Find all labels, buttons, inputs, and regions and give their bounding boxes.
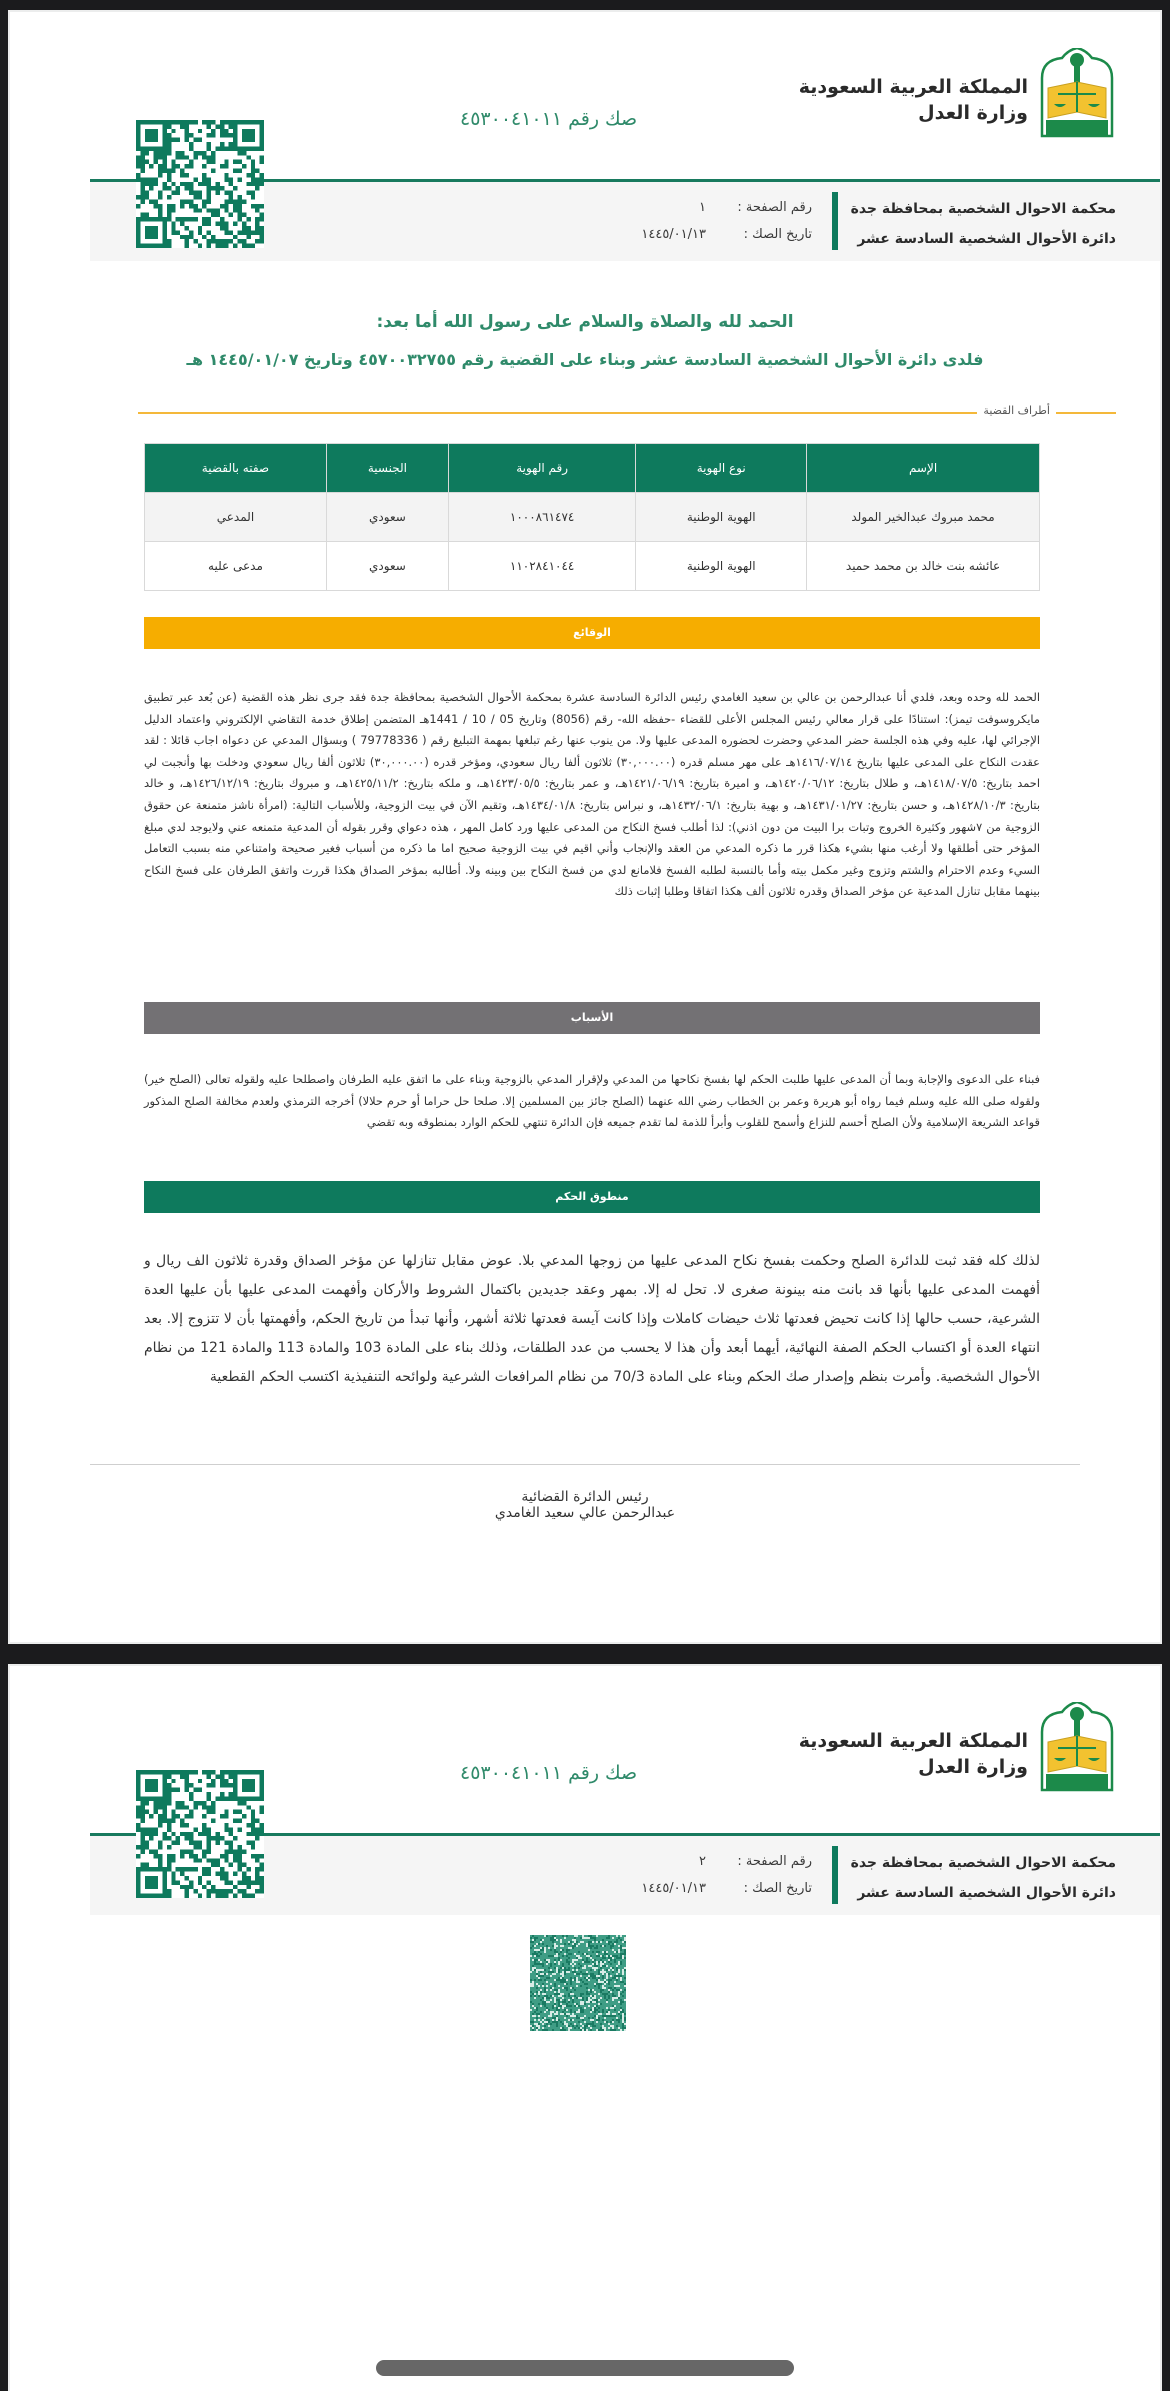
table-row (145, 542, 1040, 591)
signature-block (10, 1489, 1160, 1521)
court-name: محكمة الاحوال الشخصية بمحافظة جدة (850, 1855, 1116, 1871)
party-role: المدعي (145, 493, 327, 542)
column-header-role: صفته بالقضية (145, 444, 327, 493)
ministry-name: وزارة العدل (918, 102, 1028, 124)
ministry-of-justice-logo (1038, 48, 1116, 138)
party-id-number: ١١٠٢٨٤١٠٤٤ (448, 542, 635, 591)
party-name: عائشه بنت خالد بن محمد حميد (807, 542, 1040, 591)
reasons-section-header: الأسباب (144, 1002, 1040, 1034)
deed-date-label: تاريخ الصك : (743, 227, 812, 242)
qr-code (136, 1770, 264, 1898)
page-number-label: رقم الصفحة : (737, 200, 812, 215)
party-id-number: ١٠٠٠٨٦١٤٧٤ (448, 493, 635, 542)
column-header-id-type: نوع الهوية (636, 444, 807, 493)
case-reference: فلدى دائرة الأحوال الشخصية السادسة عشر وبناء على القضية رقم ٤٥٧٠٠٣٢٧٥٥ وتاريخ ١٤٤٥/٠١/٠٧ هـ (186, 350, 984, 369)
parties-table (144, 443, 1040, 591)
ruling-text: لذلك كله فقد ثبت للدائرة الصلح وحكمت بفسخ نكاح المدعى عليها من زوجها المدعي بلا. عوض مقابل تنازلها عن مؤخر الصداق وقدرة ثلاثون الف ريال و أفهمت المدعى عليها بأنها قد بانت منه بينونة صغرى لا. تحل له إلا. بمهر وعقد جديدين باكتمال الشروط والأركان وأفهمت المدعى عليها بأن عليها العدة الشرعية، حسب حالها إذا كانت تحيض فعدتها ثلاث حيضات كاملات وإذا كانت آيسة فعدتها ثلاثة أشهر، وأنها تبدأ من تاريخ الحكم، وأفهمتها بأن لا تتزوج إلا. بعد انتهاء العدة أو اكتساب الحكم الصفة النهائية، أيهما أبعد وأن هذا لا يحسب من عدد الطلقات، وذلك بناء على المادة 103 والمادة 113 والمادة 121 من نظام الأحوال الشخصية. وأمرت بنظم وإصدار صك الحكم وبناء على المادة 70/3 من نظام المرافعات الشرعية ولوائحه التنفيذية اكتسب الحكم القطعية (144, 1253, 1041, 1385)
column-header-id-number: رقم الهوية (448, 444, 635, 493)
column-header-nationality: الجنسية (326, 444, 448, 493)
kingdom-name: المملكة العربية السعودية (798, 1730, 1028, 1752)
qr-code (136, 120, 264, 248)
divider-bar (832, 192, 838, 250)
party-id-type: الهوية الوطنية (636, 542, 807, 591)
deed-date: ١٤٤٥/٠١/١٣ (641, 1881, 706, 1896)
issuer-title (799, 1728, 1028, 1780)
ministry-of-justice-logo (1038, 1702, 1116, 1792)
deed-meta (641, 1848, 812, 1902)
court-info (851, 1848, 1116, 1908)
table-row (145, 493, 1040, 542)
party-role: مدعى عليه (145, 542, 327, 591)
signature-divider (90, 1464, 1080, 1465)
home-indicator[interactable] (376, 2360, 794, 2376)
opening-greeting: الحمد لله والصلاة والسلام على رسول الله أما بعد: (376, 312, 794, 332)
party-name: محمد مبروك عبدالخير المولد (807, 493, 1040, 542)
facts-text: الحمد لله وحده وبعد، فلدي أنا عبدالرحمن بن عالي بن سعيد الغامدي رئيس الدائرة السادسة عشرة بمحكمة الأحوال الشخصية بمحافظة جدة فقد جرى نظر هذه القضية (عن بُعد عبر تطبيق مايكروسوفت تيمز): استنادًا على قرار معالي رئيس المجلس الأعلى للقضاء -حفظه الله- رقم (8056) وتاريخ 05 / 10 / 1441هـ المتضمن إطلاق خدمة التقاضي الإلكتروني واعتماد الدليل الإجرائي لها، عليه وفي هذه الجلسة حضر المدعي وحضرت لحضوره المدعى عليها ولا. من ينوب عنها رغم تبلغها بمهمة التبليغ رقم ( 79778336 ) وبسؤال المدعي عن دعواه اجاب قائلا : لقد عقدت النكاح على المدعى عليها بتاريخ ١٤١٦/٠٧/١٤هـ على مهر مسلم قدره (٣٠,٠٠٠.٠٠) ثلاثون ألفا ريال سعودي، ومؤخر قدره (٣٠,٠٠٠.٠٠) ثلاثون ألفا ريال سعودي ودخلت بها وأنجبت لي احمد بتاريخ: ١٤١٨/٠٧/٥هـ، و طلال بتاريخ: ١٤٢٠/٠٦/١٢هـ، و اميرة بتاريخ: ١٤٢١/٠٦/١٩هـ، و عمر بتاريخ: ١٤٢٣/٠٥/٥هـ، و ملكه بتاريخ: ١٤٢٥/١١/٢هـ، و مبروك بتاريخ: ١٤٢٦/١٢/١٩هـ، و خالد بتاريخ: ١٤٢٨/١٠/٣هـ، و حسن بتاريخ: ١٤٣١/٠١/٢٧هـ، و بهية بتاريخ: ١٤٣٢/٠٦/١هـ، و نبراس بتاريخ: ١٤٣٤/٠١/٨هـ، وتقيم الآن في بيت الزوجية، وللأسباب التالية: (امرأة ناشز متمنعة عن حقوق الزوجية من ٧شهور وكثيرة الخروج وتبات برا البيت من دون اذني): لذا أطلب فسخ النكاح من المدعى عليها ورد كامل المهر ، هذه دعواي وقرر بقوله أن المدعية متمنعه عني ولايوجد لدي مبلغ المؤخر حتى أطلقها ولا أرغب منها بشيء هكذا قرر ما ذكره المدعي من العقد والإنجاب وأني اقيم في بيت الزوجية صحيح اما ما ذكره من أسباب فغير صحيحة وامتناعي منه بسبب التعامل السيء وعدم الاحترام والشتم وتزوج وغير مكمل بيته وأما بالنسبة لطلبه الفسخ فلامانع لدي من فسخ النكاح بين وبينه ولا. أطالبه بمؤخر الصداق هكذا قررت واتفق الطرفان على فسخ النكاح بينهما مقابل تنازل المدعية عن مؤخر الصداق وقدره ثلاثون ألف هكذا اتفاقا وطلبا إثبات ذلك (144, 690, 1041, 899)
circuit-name: دائرة الأحوال الشخصية السادسة عشر (857, 1885, 1116, 1901)
court-name: محكمة الاحوال الشخصية بمحافظة جدة (850, 201, 1116, 217)
signatory-name: عبدالرحمن عالي سعيد الغامدي (494, 1505, 676, 1521)
divider-line (138, 412, 1116, 414)
court-info (851, 194, 1116, 254)
column-header-name: الإسم (807, 444, 1040, 493)
page-number: ١ (699, 200, 706, 215)
deed-date: ١٤٤٥/٠١/١٣ (641, 227, 706, 242)
page-number-label: رقم الصفحة : (737, 1854, 812, 1869)
parties-label: أطراف القضية (977, 404, 1056, 417)
deed-number: صك رقم ٤٥٣٠٠٤١٠١١ (460, 1762, 638, 1784)
party-nationality: سعودي (326, 542, 448, 591)
deed-date-label: تاريخ الصك : (743, 1881, 812, 1896)
party-nationality: سعودي (326, 493, 448, 542)
divider-bar (832, 1846, 838, 1904)
reasons-text: فبناء على الدعوى والإجابة وبما أن المدعى عليها طلبت الحكم لها بفسخ نكاحها من المدعي ولإقرار المدعي بالزوجية وبناء على ما اتفق عليه الطرفان واصطلحا عليه ولقوله تعالى (الصلح خير) ولقوله صلى الله عليه وسلم فيما رواه أبو هريرة وعمر بن الخطاب رضي الله عنهما (الصلح جائز بين المسلمين إلا. صلحا حل حراما أو حرم حلالا) أخرجه الترمذي ولعدم مخالفة الصلح المذكور قواعد الشريعة الإسلامية ولأن الصلح أحسم للنزاع وأسمح للقلوب وأبرأ للذمة لما تقدم جميعه فإن الدائرة تنتهي للحكم الوارد بمنطوقه وبه تقضي (144, 1072, 1040, 1130)
facts-section-header: الوقائع (144, 617, 1040, 649)
security-seal (530, 1935, 626, 2031)
party-id-type: الهوية الوطنية (636, 493, 807, 542)
ministry-name: وزارة العدل (918, 1756, 1028, 1778)
deed-number: صك رقم ٤٥٣٠٠٤١٠١١ (460, 108, 638, 130)
document-page-1 (8, 10, 1162, 1644)
table-header-row (145, 444, 1040, 493)
page-number: ٢ (699, 1854, 706, 1869)
deed-meta (641, 194, 812, 248)
issuer-title (799, 74, 1028, 126)
parties-section-header (138, 402, 1116, 422)
signatory-title: رئيس الدائرة القضائية (521, 1489, 649, 1505)
ruling-section-header: منطوق الحكم (144, 1181, 1040, 1213)
circuit-name: دائرة الأحوال الشخصية السادسة عشر (857, 231, 1116, 247)
kingdom-name: المملكة العربية السعودية (798, 76, 1028, 98)
